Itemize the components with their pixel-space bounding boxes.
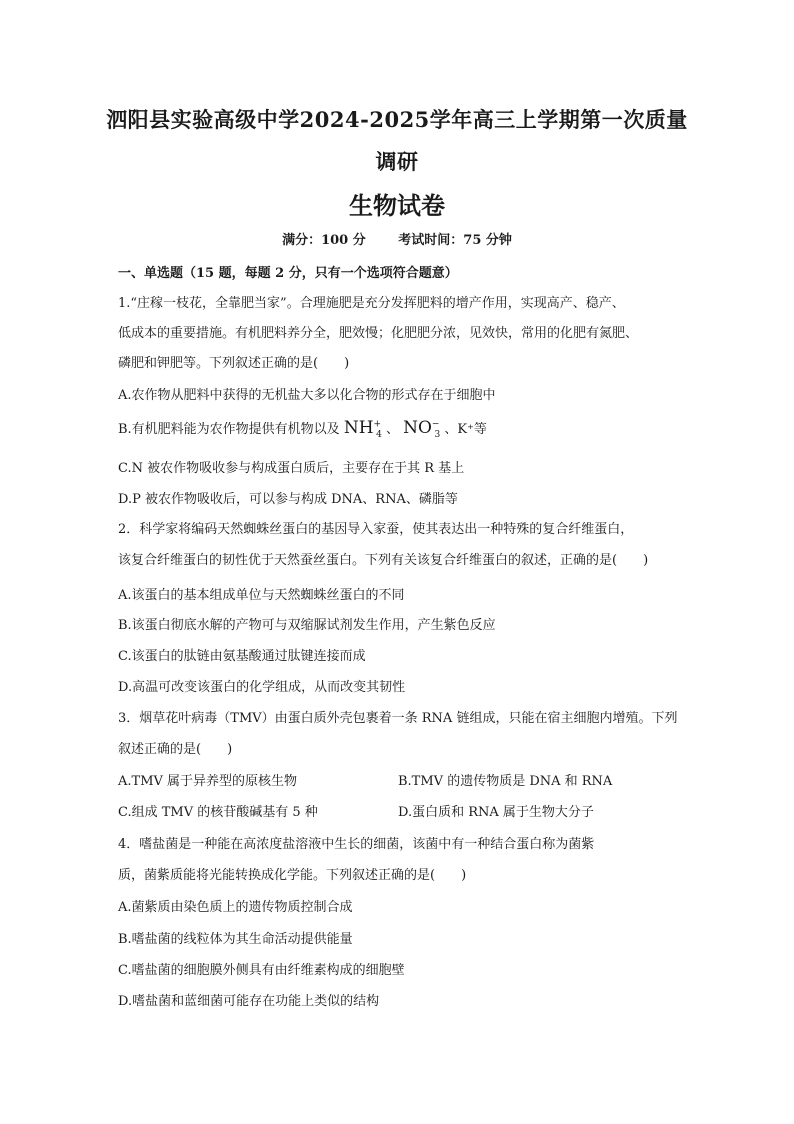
- q4-option-c: C.嗜盐菌的细胞膜外侧具有由纤维素构成的细胞壁: [118, 963, 405, 978]
- q1-stem-line1: 1.“庄稼一枝花，全靠肥当家”。合理施肥是充分发挥肥料的增产作用，实现高产、稳产、: [118, 296, 625, 311]
- nitrate-ion: $NO^-_3$: [403, 418, 441, 441]
- ammonium-ion: $NH^+_4$: [343, 418, 382, 441]
- q3-option-b: B.TMV 的遗传物质是 DNA 和 RNA: [398, 774, 613, 789]
- exam-title-line2: 调研: [375, 149, 419, 174]
- exam-meta: [0, 229, 794, 248]
- q4-stem-line1: 4．嗜盐菌是一种能在高浓度盐溶液中生长的细菌，该菌中有一种结合蛋白称为菌紫: [118, 837, 595, 852]
- q4-option-a: A.菌紫质由染色质上的遗传物质控制合成: [118, 900, 353, 915]
- q2-option-d: D.高温可改变该蛋白的化学组成，从而改变其韧性: [118, 680, 406, 695]
- q1-stem-line3: 磷肥和钾肥等。下列叙述正确的是( ): [118, 356, 350, 371]
- q2-option-c: C.该蛋白的肽链由氨基酸通过肽键连接而成: [118, 649, 366, 664]
- q1-stem-line2: 低成本的重要措施。有机肥料养分全，肥效慢；化肥肥分浓，见效快，常用的化肥有氮肥、: [118, 326, 639, 341]
- q2-stem-line1: 2．科学家将编码天然蜘蛛丝蛋白的基因导入家蚕，使其表达出一种特殊的复合纤维蛋白，: [118, 522, 634, 537]
- q3-option-a: A.TMV 属于异养型的原核生物: [118, 774, 298, 789]
- q1-option-b: B.有机肥料能为农作物提供有机物以及 $NH^+_4$ 、 $NO^-_3$ 、K⁺等: [118, 418, 487, 441]
- section-heading: 一、单选题（15 题，每题 2 分，只有一个选项符合题意）: [118, 266, 458, 281]
- full-score: 满分：100 分: [282, 233, 366, 248]
- exam-subject: 生物试卷: [349, 191, 445, 220]
- q3-option-d: D.蛋白质和 RNA 属于生物大分子: [398, 805, 594, 820]
- q4-stem-line2: 质，菌紫质能将光能转换成化学能。下列叙述正确的是( ): [118, 868, 467, 883]
- q3-stem-line1: 3．烟草花叶病毒（TMV）由蛋白质外壳包裹着一条 RNA 链组成，只能在宿主细胞内增殖。下列: [118, 711, 678, 726]
- q1-option-a: A.农作物从肥料中获得的无机盐大多以化合物的形式存在于细胞中: [118, 388, 496, 403]
- q4-option-d: D.嗜盐菌和蓝细菌可能存在功能上类似的结构: [118, 994, 380, 1009]
- q1-option-b-text: B.有机肥料能为农作物提供有机物以及: [118, 422, 340, 437]
- q3-option-c: C.组成 TMV 的核苷酸碱基有 5 种: [118, 805, 318, 820]
- q2-stem-line2: 该复合纤维蛋白的韧性优于天然蚕丝蛋白。下列有关该复合纤维蛋白的叙述，正确的是( ): [118, 553, 649, 568]
- q1-option-c: C.N 被农作物吸收参与构成蛋白质后，主要存在于其 R 基上: [118, 461, 465, 476]
- q2-option-a: A.该蛋白的基本组成单位与天然蜘蛛丝蛋白的不同: [118, 588, 405, 603]
- q4-option-b: B.嗜盐菌的线粒体为其生命活动提供能量: [118, 932, 353, 947]
- q1-option-d: D.P 被农作物吸收后，可以参与构成 DNA、RNA、磷脂等: [118, 492, 458, 507]
- exam-time: 考试时间：75 分钟: [398, 233, 512, 248]
- exam-title-line1: 泗阳县实验高级中学2024-2025学年高三上学期第一次质量: [106, 107, 688, 132]
- q2-option-b: B.该蛋白彻底水解的产物可与双缩脲试剂发生作用，产生紫色反应: [118, 618, 496, 633]
- q3-stem-line2: 叙述正确的是( ): [118, 742, 233, 757]
